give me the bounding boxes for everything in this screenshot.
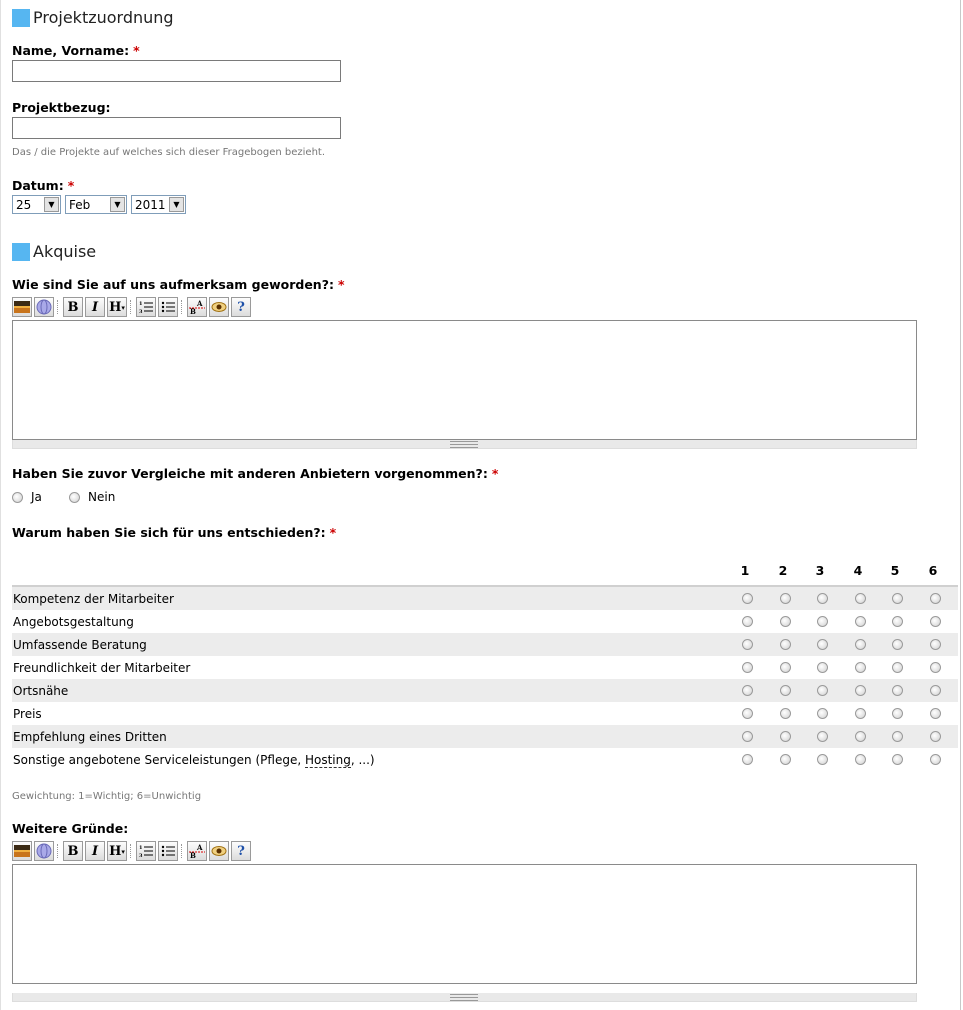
matrix-radio-2[interactable] bbox=[780, 593, 791, 604]
matrix-radio-3[interactable] bbox=[817, 708, 828, 719]
radio-nein[interactable] bbox=[69, 492, 80, 503]
matrix-radio-2[interactable] bbox=[780, 754, 791, 765]
q4-label: Weitere Gründe: bbox=[12, 821, 129, 836]
matrix-col-5: 5 bbox=[890, 563, 900, 578]
name-input[interactable] bbox=[12, 60, 341, 82]
svg-text:B: B bbox=[190, 307, 196, 315]
matrix-radio-5[interactable] bbox=[892, 731, 903, 742]
matrix-radio-4[interactable] bbox=[855, 593, 866, 604]
matrix-radio-1[interactable] bbox=[742, 639, 753, 650]
spellcheck-icon[interactable] bbox=[187, 841, 207, 861]
svg-text:1: 1 bbox=[139, 845, 143, 851]
heading-icon[interactable]: H ▾ bbox=[107, 841, 127, 861]
svg-text:B: B bbox=[190, 851, 196, 859]
q1-textarea[interactable] bbox=[12, 320, 917, 440]
editor-toolbar-1 bbox=[12, 296, 253, 318]
svg-text:3: 3 bbox=[139, 853, 143, 858]
matrix-radio-6[interactable] bbox=[930, 731, 941, 742]
toolbar-separator bbox=[57, 300, 61, 314]
matrix-row-label: Preis bbox=[13, 706, 42, 721]
italic-icon[interactable]: I bbox=[85, 841, 105, 861]
matrix-radio-2[interactable] bbox=[780, 708, 791, 719]
required-marker: * bbox=[491, 466, 499, 481]
svg-text:A: A bbox=[197, 843, 203, 852]
matrix-radio-4[interactable] bbox=[855, 662, 866, 673]
matrix-radio-3[interactable] bbox=[817, 685, 828, 696]
section-title: Akquise bbox=[33, 242, 97, 261]
matrix-row bbox=[12, 748, 958, 771]
link-icon[interactable] bbox=[34, 841, 54, 861]
day-select[interactable]: 25 ▼ bbox=[12, 195, 61, 214]
matrix-radio-4[interactable] bbox=[855, 731, 866, 742]
matrix-radio-2[interactable] bbox=[780, 639, 791, 650]
matrix-row bbox=[12, 633, 958, 656]
required-marker: * bbox=[67, 178, 75, 193]
name-label: Name, Vorname: * bbox=[12, 43, 140, 58]
unordered-list-icon[interactable] bbox=[158, 841, 178, 861]
dropdown-arrow-icon: ▼ bbox=[110, 197, 125, 212]
projektbezug-label: Projektbezug: bbox=[12, 100, 111, 115]
q4-resize-handle[interactable] bbox=[12, 993, 917, 1002]
month-select[interactable]: Feb ▼ bbox=[65, 195, 127, 214]
matrix-radio-1[interactable] bbox=[742, 662, 753, 673]
matrix-radio-1[interactable] bbox=[742, 754, 753, 765]
dropdown-arrow-icon: ▼ bbox=[169, 197, 184, 212]
help-icon[interactable]: ? bbox=[231, 297, 251, 317]
section-header-akquise bbox=[12, 242, 96, 261]
matrix-row bbox=[12, 587, 958, 610]
toolbar-separator bbox=[181, 300, 185, 314]
matrix-radio-6[interactable] bbox=[930, 616, 941, 627]
q3-label: Warum haben Sie sich für uns entschieden?: * bbox=[12, 525, 337, 540]
unordered-list-icon[interactable] bbox=[158, 297, 178, 317]
q2-option-ja[interactable]: Ja bbox=[12, 490, 42, 504]
editor-toolbar-2 bbox=[12, 840, 253, 862]
matrix-radio-4[interactable] bbox=[855, 685, 866, 696]
hosting-abbr: Hosting bbox=[304, 752, 351, 767]
matrix-row-label: Freundlichkeit der Mitarbeiter bbox=[13, 660, 191, 675]
matrix-radio-5[interactable] bbox=[892, 685, 903, 696]
matrix-row bbox=[12, 656, 958, 679]
matrix-radio-1[interactable] bbox=[742, 593, 753, 604]
matrix-header bbox=[12, 563, 958, 588]
required-marker: * bbox=[133, 43, 140, 58]
italic-icon[interactable]: I bbox=[85, 297, 105, 317]
matrix-radio-1[interactable] bbox=[742, 708, 753, 719]
matrix-radio-1[interactable] bbox=[742, 616, 753, 627]
matrix-radio-6[interactable] bbox=[930, 593, 941, 604]
bold-icon[interactable]: B bbox=[63, 297, 83, 317]
matrix-col-6: 6 bbox=[928, 563, 938, 578]
section-marker-icon bbox=[12, 243, 30, 261]
matrix-row-label: Empfehlung eines Dritten bbox=[13, 729, 167, 744]
svg-text:3: 3 bbox=[139, 309, 143, 314]
matrix-radio-3[interactable] bbox=[817, 731, 828, 742]
ordered-list-icon[interactable] bbox=[136, 841, 156, 861]
matrix-radio-3[interactable] bbox=[817, 593, 828, 604]
image-icon[interactable] bbox=[12, 841, 32, 861]
matrix-col-4: 4 bbox=[853, 563, 863, 578]
matrix-col-2: 2 bbox=[778, 563, 788, 578]
matrix-col-1: 1 bbox=[740, 563, 750, 578]
dropdown-arrow-icon: ▼ bbox=[44, 197, 59, 212]
matrix-radio-5[interactable] bbox=[892, 593, 903, 604]
matrix-radio-4[interactable] bbox=[855, 639, 866, 650]
toolbar-separator bbox=[181, 844, 185, 858]
preview-icon[interactable] bbox=[209, 297, 229, 317]
year-select[interactable]: 2011 ▼ bbox=[131, 195, 186, 214]
q1-label: Wie sind Sie auf uns aufmerksam geworden?: * bbox=[12, 277, 345, 292]
svg-text:1: 1 bbox=[139, 301, 143, 307]
matrix-radio-2[interactable] bbox=[780, 685, 791, 696]
matrix-radio-3[interactable] bbox=[817, 639, 828, 650]
matrix-col-3: 3 bbox=[815, 563, 825, 578]
matrix-radio-6[interactable] bbox=[930, 639, 941, 650]
toolbar-separator bbox=[130, 844, 134, 858]
matrix-radio-1[interactable] bbox=[742, 685, 753, 696]
matrix-radio-6[interactable] bbox=[930, 685, 941, 696]
datum-label: Datum: * bbox=[12, 178, 75, 193]
section-marker-icon bbox=[12, 9, 30, 27]
matrix-radio-2[interactable] bbox=[780, 616, 791, 627]
matrix-radio-3[interactable] bbox=[817, 616, 828, 627]
matrix-radio-4[interactable] bbox=[855, 754, 866, 765]
heading-icon[interactable]: H ▾ bbox=[107, 297, 127, 317]
matrix-radio-5[interactable] bbox=[892, 639, 903, 650]
matrix-row-label: Kompetenz der Mitarbeiter bbox=[13, 591, 174, 606]
matrix-radio-2[interactable] bbox=[780, 662, 791, 673]
radio-ja[interactable] bbox=[12, 492, 23, 503]
matrix-row-label: Ortsnähe bbox=[13, 683, 69, 698]
matrix-row bbox=[12, 702, 958, 725]
projektbezug-hint: Das / die Projekte auf welches sich dieser Fragebogen bezieht. bbox=[12, 147, 326, 158]
matrix-radio-5[interactable] bbox=[892, 708, 903, 719]
matrix-radio-5[interactable] bbox=[892, 754, 903, 765]
matrix-row-label: Umfassende Beratung bbox=[13, 637, 147, 652]
matrix-radio-6[interactable] bbox=[930, 754, 941, 765]
matrix-row-label: Sonstige angebotene Serviceleistungen (Pflege, Hosting, ...) bbox=[13, 752, 375, 767]
q4-textarea[interactable] bbox=[12, 864, 917, 984]
required-marker: * bbox=[329, 525, 337, 540]
weighting-hint: Gewichtung: 1=Wichtig; 6=Unwichtig bbox=[12, 791, 202, 802]
q2-label: Haben Sie zuvor Vergleiche mit anderen Anbietern vorgenommen?: * bbox=[12, 466, 499, 481]
matrix-radio-3[interactable] bbox=[817, 754, 828, 765]
q2-option-nein[interactable]: Nein bbox=[69, 490, 115, 504]
matrix-radio-3[interactable] bbox=[817, 662, 828, 673]
projektbezug-input[interactable] bbox=[12, 117, 341, 139]
ordered-list-icon[interactable] bbox=[136, 297, 156, 317]
q1-resize-handle[interactable] bbox=[12, 440, 917, 449]
matrix-row bbox=[12, 679, 958, 702]
matrix-radio-6[interactable] bbox=[930, 708, 941, 719]
preview-icon[interactable] bbox=[209, 841, 229, 861]
required-marker: * bbox=[337, 277, 345, 292]
matrix-radio-6[interactable] bbox=[930, 662, 941, 673]
toolbar-separator bbox=[57, 844, 61, 858]
section-title: Projektzuordnung bbox=[33, 8, 174, 27]
matrix-row-label: Angebotsgestaltung bbox=[13, 614, 134, 629]
matrix-radio-4[interactable] bbox=[855, 616, 866, 627]
section-header-projektzuordnung bbox=[12, 8, 174, 27]
image-icon[interactable] bbox=[12, 297, 32, 317]
toolbar-separator bbox=[130, 300, 134, 314]
matrix-radio-5[interactable] bbox=[892, 662, 903, 673]
matrix-radio-5[interactable] bbox=[892, 616, 903, 627]
help-icon[interactable]: ? bbox=[231, 841, 251, 861]
matrix-radio-4[interactable] bbox=[855, 708, 866, 719]
matrix-radio-1[interactable] bbox=[742, 731, 753, 742]
matrix-radio-2[interactable] bbox=[780, 731, 791, 742]
spellcheck-icon[interactable] bbox=[187, 297, 207, 317]
svg-text:A: A bbox=[197, 299, 203, 308]
bold-icon[interactable]: B bbox=[63, 841, 83, 861]
link-icon[interactable] bbox=[34, 297, 54, 317]
matrix-row bbox=[12, 610, 958, 633]
matrix-row bbox=[12, 725, 958, 748]
